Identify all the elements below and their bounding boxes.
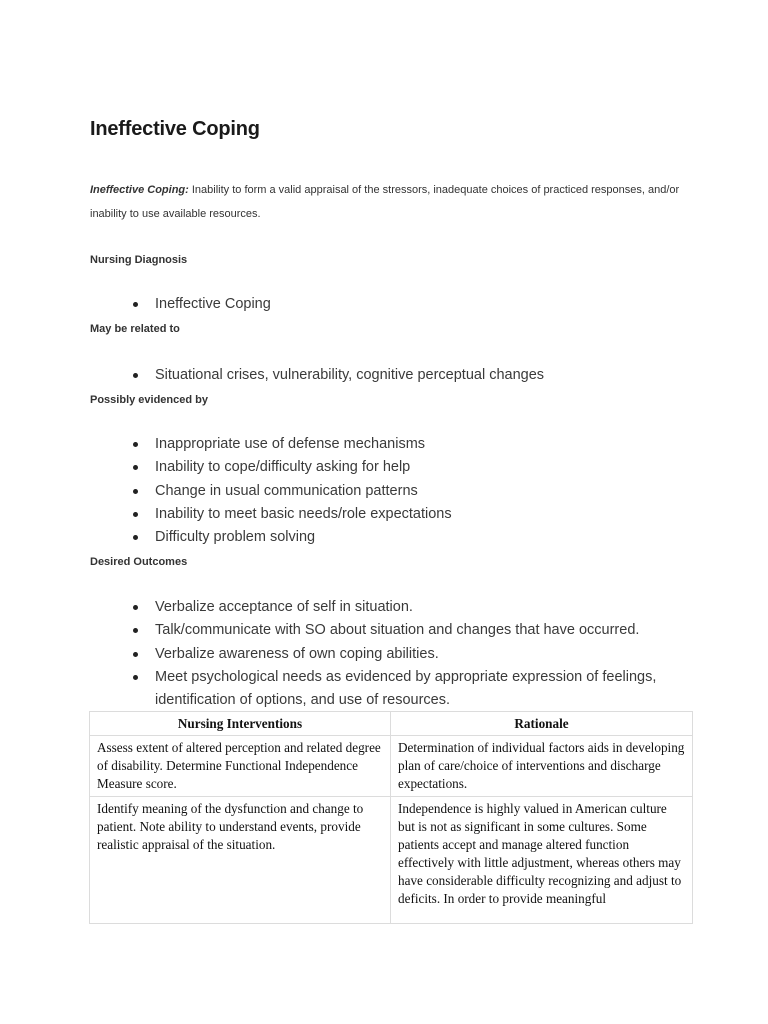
list-item: Talk/communicate with SO about situation and changes that have occurred. (130, 619, 670, 642)
list-item: Ineffective Coping (130, 293, 690, 316)
table-row (90, 736, 693, 797)
page-title: Ineffective Coping (90, 118, 260, 140)
definition-text: Inability to form a valid appraisal of the stressors, inadequate choices of practiced responses, and/or inability to use available resources. (90, 184, 680, 220)
table-cell-intervention (90, 797, 391, 924)
table-header-row (90, 712, 693, 736)
definition-term: Ineffective Coping: (90, 184, 189, 196)
cell-text: Independence is highly valued in American culture but is not as significant in some cultures. Some patients accept and manage altered function effectively with little adjustment, whereas others may have considerable difficulty recognizing and adjust to deficits. In order to provide meaningful (398, 801, 682, 906)
desired-outcomes-list (130, 596, 670, 712)
list-item: Meet psychological needs as evidenced by appropriate expression of feelings, identification of options, and use of resources. (130, 666, 670, 713)
table-cell-intervention: Assess extent of altered perception and related degree of disability. Determine Functional Independence Measure score. (90, 736, 391, 797)
evidenced-by-list (130, 433, 690, 549)
section-label-evidenced-by: Possibly evidenced by (90, 394, 208, 406)
table-cell-rationale: Determination of individual factors aids in developing plan of care/choice of interventions and discharge expectations. (391, 736, 693, 797)
interventions-table (89, 711, 693, 924)
list-item: Difficulty problem solving (130, 526, 690, 549)
section-label-desired-outcomes: Desired Outcomes (90, 556, 188, 568)
column-header-rationale: Rationale (391, 712, 693, 736)
list-item: Verbalize awareness of own coping abilities. (130, 643, 670, 666)
related-to-list (130, 364, 690, 387)
list-item: Verbalize acceptance of self in situation. (130, 596, 670, 619)
nursing-diagnosis-list (130, 293, 690, 316)
list-item: Inability to meet basic needs/role expectations (130, 503, 690, 526)
definition-paragraph (90, 178, 680, 226)
table-cell-rationale (391, 797, 693, 924)
cell-text: Identify meaning of the dysfunction and change to patient. Note ability to understand events, provide realistic appraisal of the situation. (97, 801, 364, 852)
section-label-nursing-diagnosis: Nursing Diagnosis (90, 254, 188, 266)
list-item: Change in usual communication patterns (130, 480, 690, 503)
table-row (90, 797, 693, 924)
list-item: Situational crises, vulnerability, cognitive perceptual changes (130, 364, 690, 387)
section-label-related-to: May be related to (90, 323, 180, 335)
list-item: Inability to cope/difficulty asking for help (130, 456, 690, 479)
list-item: Inappropriate use of defense mechanisms (130, 433, 690, 456)
column-header-interventions: Nursing Interventions (90, 712, 391, 736)
